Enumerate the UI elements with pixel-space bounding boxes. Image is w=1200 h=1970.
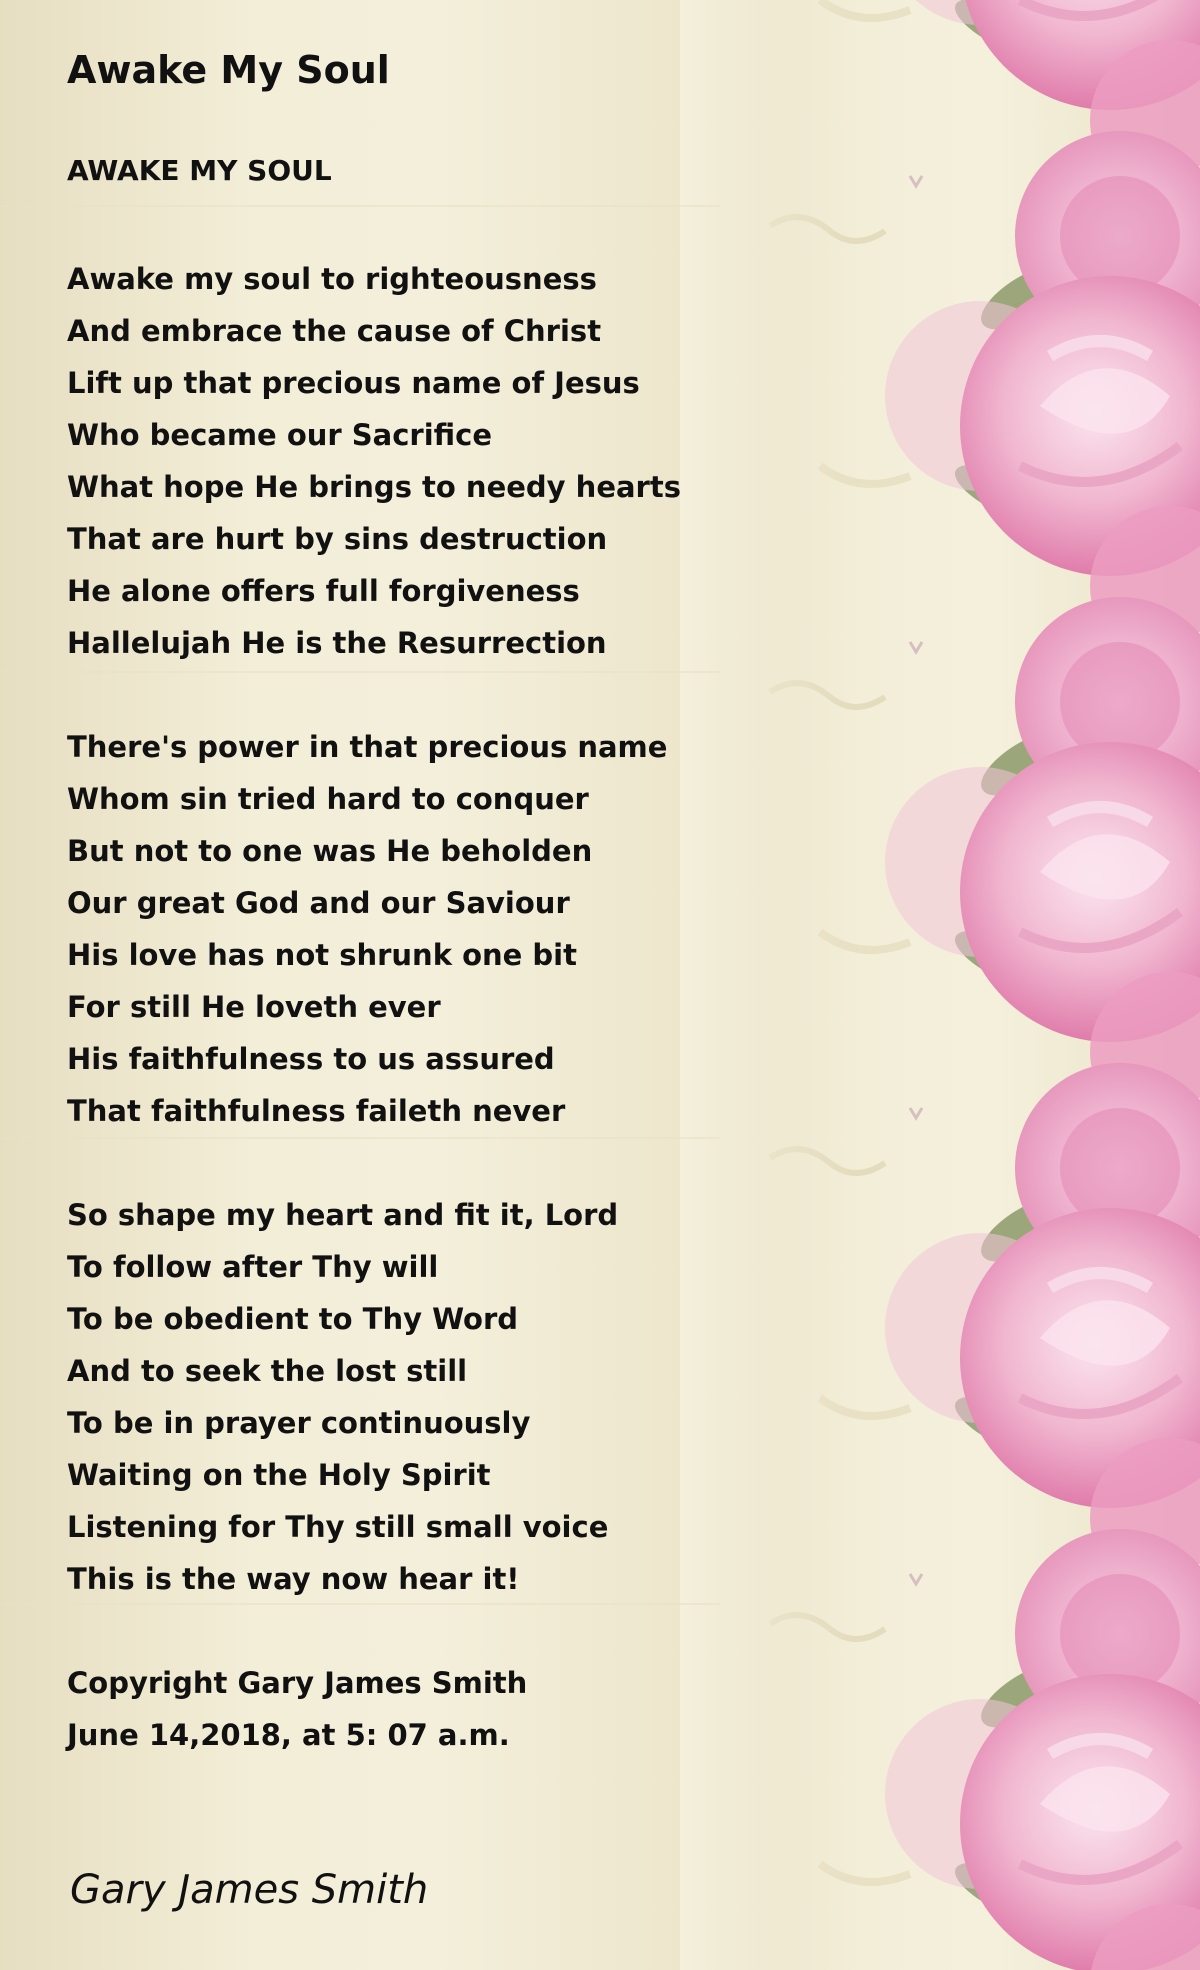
poem-line: To be obedient to Thy Word bbox=[67, 1302, 519, 1336]
poem-title: Awake My Soul bbox=[67, 48, 390, 92]
copyright-block bbox=[67, 1657, 527, 1761]
poem-line: What hope He brings to needy hearts bbox=[67, 470, 681, 504]
poem-line: And embrace the cause of Christ bbox=[67, 314, 602, 348]
stanza-3 bbox=[67, 1189, 618, 1605]
poem-line: To follow after Thy will bbox=[67, 1250, 439, 1284]
poem-line: Hallelujah He is the Resurrection bbox=[67, 626, 607, 660]
date-line: June 14,2018, at 5: 07 a.m. bbox=[67, 1718, 510, 1752]
poem-line: Our great God and our Saviour bbox=[67, 886, 570, 920]
poem-line: For still He loveth ever bbox=[67, 990, 441, 1024]
poem-line: This is the way now hear it! bbox=[67, 1562, 520, 1596]
poem-subtitle: AWAKE MY SOUL bbox=[67, 154, 332, 187]
poem-line: His faithfulness to us assured bbox=[67, 1042, 555, 1076]
poem-line: Whom sin tried hard to conquer bbox=[67, 782, 589, 816]
stanza-1 bbox=[67, 253, 681, 669]
copyright-line: Copyright Gary James Smith bbox=[67, 1666, 528, 1700]
poem-line: His love has not shrunk one bit bbox=[67, 938, 577, 972]
poem-line: That faithfulness faileth never bbox=[67, 1094, 566, 1128]
poem-line: Who became our Sacrifice bbox=[67, 418, 493, 452]
stanza-2 bbox=[67, 721, 667, 1137]
poem-line: But not to one was He beholden bbox=[67, 834, 593, 868]
poem-line: Lift up that precious name of Jesus bbox=[67, 366, 640, 400]
poem-line: That are hurt by sins destruction bbox=[67, 522, 608, 556]
poem-line: Waiting on the Holy Spirit bbox=[67, 1458, 491, 1492]
poem-line: So shape my heart and fit it, Lord bbox=[67, 1198, 619, 1232]
poem-line: There's power in that precious name bbox=[67, 730, 668, 764]
poem-line: Awake my soul to righteousness bbox=[67, 262, 597, 296]
poem-line: Listening for Thy still small voice bbox=[67, 1510, 609, 1544]
poem-line: He alone offers full forgiveness bbox=[67, 574, 580, 608]
author-name: Gary James Smith bbox=[70, 1867, 429, 1913]
poem-line: To be in prayer continuously bbox=[67, 1406, 531, 1440]
poem-line: And to seek the lost still bbox=[67, 1354, 468, 1388]
